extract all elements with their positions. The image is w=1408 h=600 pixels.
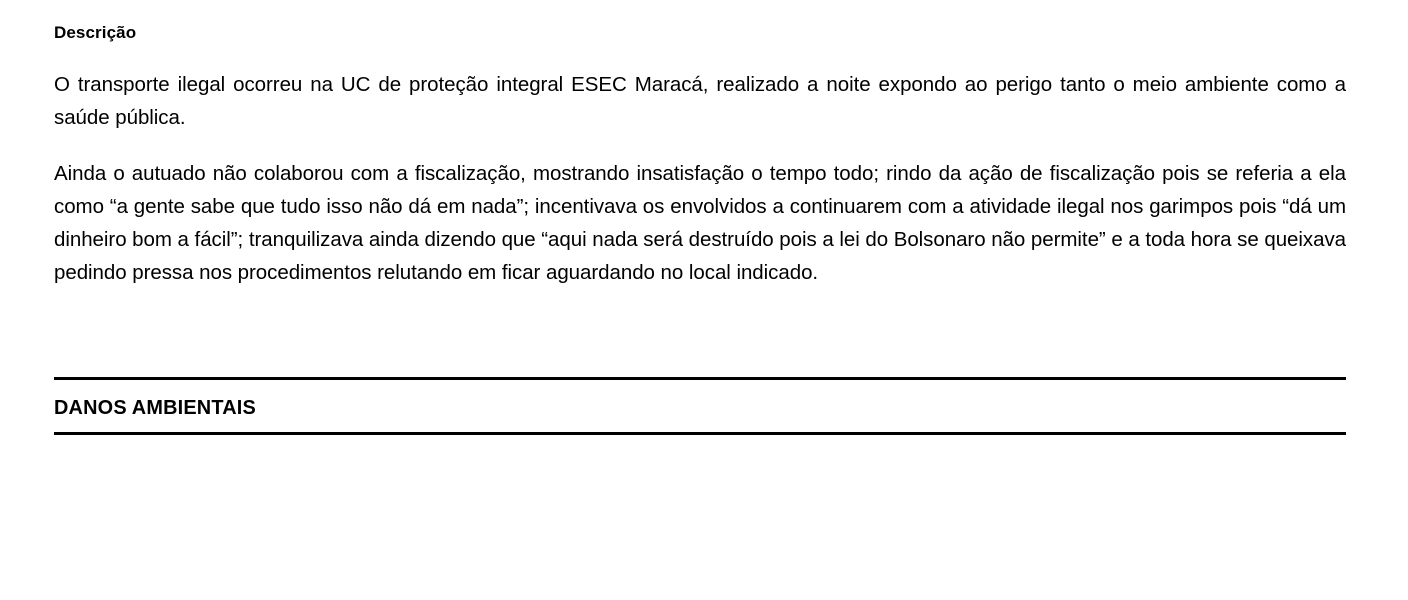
vertical-spacer [54, 289, 1346, 377]
danos-ambientais-section-header [54, 380, 1346, 432]
section-heading-text: DANOS AMBIENTAIS [54, 396, 256, 420]
description-paragraph-2: Ainda o autuado não colaborou com a fiscalização, mostrando insatisfação o tempo todo; rindo da ação de fiscalização pois se referia a ela como “a gente sabe que tudo isso não dá em nada”; incentivava os envolvidos a continuarem com a atividade ilegal nos garimpos pois “dá um dinheiro bom a fácil”; tranquilizava ainda dizendo que “aqui nada será destruído pois a lei do Bolsonaro não permite” e a toda hora se queixava pedindo pressa nos procedimentos relutando em ficar aguardando no local indicado. [54, 161, 1347, 285]
heading-bottom-rule [54, 432, 1346, 435]
description-paragraph-1: O transporte ilegal ocorreu na UC de proteção integral ESEC Maracá, realizado a noite expondo ao perigo tanto o meio ambiente como a saúde pública. [54, 73, 1346, 130]
description-label: Descrição [54, 23, 137, 42]
